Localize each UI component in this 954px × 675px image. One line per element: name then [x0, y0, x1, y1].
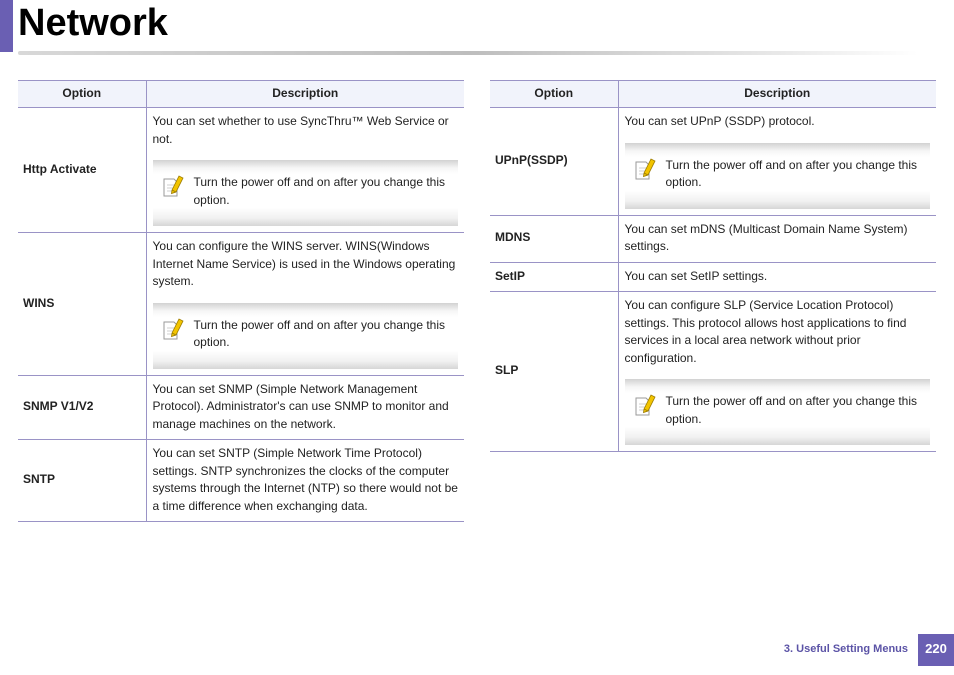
table-row [18, 233, 464, 376]
left-options-table [18, 80, 464, 522]
option-description-cell [146, 375, 464, 440]
pencil-note-icon [632, 392, 658, 418]
note-box [153, 303, 459, 369]
table-row [18, 108, 464, 233]
table-row [18, 440, 464, 522]
option-column-header: Option [490, 81, 618, 108]
right-options-table [490, 80, 936, 452]
description-column-header: Description [146, 81, 464, 108]
option-description: You can set SNTP (Simple Network Time Protocol) settings. SNTP synchronizes the clocks of the computer systems through the Internet (NTP) so there would not be a time difference when exchanging data. [152, 446, 458, 513]
table-row [490, 292, 936, 452]
footer-chapter-label: 3. Useful Setting Menus [783, 643, 908, 655]
option-description: You can set SNMP (Simple Network Management Protocol). Administrator's can use SNMP to monitor and manage machines on the network. [152, 381, 449, 431]
option-description-cell [146, 108, 464, 233]
option-description: You can set whether to use SyncThru™ Web Service or not. [152, 114, 449, 146]
option-description-cell [146, 440, 464, 522]
option-description-cell [618, 262, 936, 292]
option-description: You can set mDNS (Multicast Domain Name System) settings. [624, 221, 908, 253]
table-row [18, 375, 464, 440]
page-title: Network [18, 2, 168, 44]
note-box [625, 143, 931, 209]
option-description: You can configure the WINS server. WINS(Windows Internet Name Service) is used in the Windows operating system. [152, 239, 456, 288]
note-text: Turn the power off and on after you change this option. [193, 317, 445, 349]
description-column-header: Description [618, 81, 936, 108]
option-name: MDNS [490, 215, 618, 262]
option-column-header: Option [18, 81, 146, 108]
table-row [490, 215, 936, 262]
option-name: Http Activate [18, 108, 146, 233]
option-description: You can set UPnP (SSDP) protocol. [624, 114, 815, 128]
table-row [490, 108, 936, 216]
pencil-note-icon [160, 316, 186, 342]
note-text: Turn the power off and on after you change this option. [193, 175, 445, 207]
option-description-cell [146, 233, 464, 376]
note-text: Turn the power off and on after you change this option. [665, 394, 917, 426]
pencil-note-icon [160, 173, 186, 199]
option-name: UPnP(SSDP) [490, 108, 618, 216]
note-text: Turn the power off and on after you change this option. [665, 157, 917, 189]
title-divider [18, 51, 918, 55]
note-box [153, 160, 459, 226]
option-name: SetIP [490, 262, 618, 292]
side-accent-bar [0, 0, 13, 52]
option-description: You can configure SLP (Service Location Protocol) settings. This protocol allows host applications to find services in a local area network without prior configuration. [624, 298, 907, 365]
option-description-cell [618, 215, 936, 262]
page-number: 220 [918, 634, 954, 666]
note-box [625, 379, 931, 445]
table-row [490, 262, 936, 292]
option-description-cell [618, 108, 936, 216]
option-description: You can set SetIP settings. [624, 268, 768, 283]
option-name: SLP [490, 292, 618, 452]
option-name: SNTP [18, 440, 146, 522]
pencil-note-icon [632, 156, 658, 182]
option-name: WINS [18, 233, 146, 376]
option-description-cell [618, 292, 936, 452]
option-name: SNMP V1/V2 [18, 375, 146, 440]
